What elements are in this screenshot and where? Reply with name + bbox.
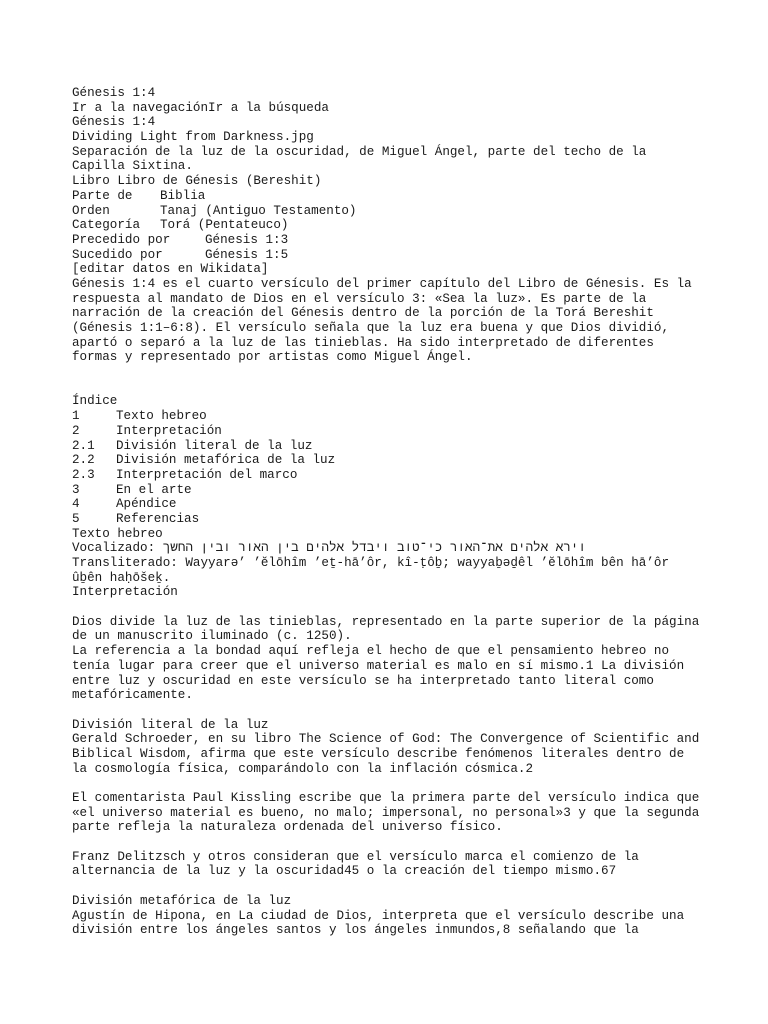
spacer	[72, 835, 712, 850]
intro-line: respuesta al mandato de Dios en el versículo 3: «Sea la luz». Es parte de la	[72, 291, 647, 306]
infobox-label: Precedido por	[72, 232, 171, 247]
page-title: Génesis 1:4	[72, 86, 156, 100]
skip-to-navigation-link[interactable]: Ir a la navegación	[72, 100, 209, 115]
infobox-value[interactable]: Torá (Pentateuco)	[160, 218, 289, 233]
intro-line: narración de la creación del Génesis dentro de la porción de la Torá Bereshit	[72, 306, 654, 321]
skip-links	[72, 101, 712, 116]
toc-item[interactable]: 2.1 División literal de la luz	[72, 438, 313, 453]
intro-line: (Génesis 1:1–6:8). El versículo señala que la luz era buena y que Dios dividió,	[72, 321, 670, 335]
section-heading-interpretation: Interpretación	[72, 585, 178, 600]
intro-line: apartó o separó a la luz de las tinieblas. Ha sido interpretado de diferentes	[72, 335, 654, 350]
paragraph-line: metafóricamente.	[72, 688, 193, 703]
vocalized-label: Vocalizado:	[72, 541, 163, 556]
paragraph-line: Franz Delitzsch y otros consideran que el versículo marca el comienzo de la	[72, 849, 639, 864]
infobox-caption-line: Separación de la luz de la oscuridad, de Miguel Ángel, parte del techo de la	[72, 144, 647, 159]
paragraph-line: tenía lugar para creer que el universo material es malo en sí mismo.1 La división	[72, 658, 685, 673]
toc-item[interactable]: 4 Apéndice	[72, 497, 177, 512]
infobox-title: Génesis 1:4	[72, 115, 156, 130]
paragraph-line: Gerald Schroeder, en su libro The Science of God: The Convergence of Scientific and	[72, 732, 700, 747]
spacer	[72, 600, 712, 615]
paragraph-line: la cosmología física, comparándolo con la inflación cósmica.2	[72, 761, 534, 776]
infobox-value[interactable]: Biblia	[160, 188, 206, 203]
toc-item[interactable]: 5 Referencias	[72, 511, 200, 526]
paragraph-line: El comentarista Paul Kissling escribe que la primera parte del versículo indica que	[72, 791, 700, 806]
hebrew-text: וירא אלהים את־האור כי־טוב ויבדל אלהים בין האור ובין החשך	[162, 541, 586, 556]
infobox-value[interactable]: Génesis 1:3	[205, 232, 289, 247]
infobox-row-category	[72, 218, 712, 233]
paragraph-line: Biblical Wisdom, afirma que este versículo describe fenómenos literales dentro de	[72, 746, 685, 761]
infobox-label: Parte de	[72, 188, 133, 203]
infobox-label: Sucedido por	[72, 247, 163, 262]
paragraph-line: alternancia de la luz y la oscuridad45 o la creación del tiempo mismo.67	[72, 864, 617, 879]
spacer	[72, 365, 712, 394]
toc-item[interactable]: 3 En el arte	[72, 482, 192, 497]
document-body	[72, 86, 712, 938]
paragraph-line: parte refleja la naturaleza ordenada del universo físico.	[72, 820, 503, 835]
image-caption-line: de un manuscrito iluminado (c. 1250).	[72, 629, 352, 644]
toc-item[interactable]: 2.2 División metafórica de la luz	[72, 453, 336, 468]
infobox-value[interactable]: Génesis 1:5	[205, 247, 289, 262]
spacer	[72, 879, 712, 894]
infobox-value[interactable]: Tanaj (Antiguo Testamento)	[160, 203, 357, 218]
edit-wikidata-link[interactable]: [editar datos en Wikidata]	[72, 262, 269, 277]
paragraph-line: La referencia a la bondad aquí refleja el hecho de que el pensamiento hebreo no	[72, 644, 670, 659]
spacer	[72, 776, 712, 791]
intro-line: formas y representado por artistas como Miguel Ángel.	[72, 350, 473, 365]
infobox-label: Categoría	[72, 218, 141, 233]
section-heading-metaphorical: División metafórica de la luz	[72, 893, 292, 908]
paragraph-line: división entre los ángeles santos y los ángeles inmundos,8 señalando que la	[72, 923, 639, 938]
infobox-row-order	[72, 204, 712, 219]
skip-to-search-link[interactable]: Ir a la búsqueda	[208, 100, 329, 115]
infobox-label: Orden	[72, 203, 110, 218]
toc-item[interactable]: 2.3 Interpretación del marco	[72, 467, 298, 482]
paragraph-line: «el universo material es bueno, no malo; impersonal, no personal»3 y que la segunda	[72, 805, 700, 820]
section-heading-literal: División literal de la luz	[72, 717, 269, 732]
transliteration-line: Transliterado: Wayyarə’ ’ĕlōhîm ’eṯ-hā’ôr, kî-ṭôḇ; wayyaḇəḏêl ’ĕlōhîm bên hā’ôr	[72, 556, 670, 571]
infobox-row-preceded	[72, 233, 712, 248]
infobox-book: Libro Libro de Génesis (Bereshit)	[72, 174, 322, 189]
paragraph-line: entre luz y oscuridad en este versículo se ha interpretado tanto literal como	[72, 673, 654, 688]
intro-line: Génesis 1:4 es el cuarto versículo del primer capítulo del Libro de Génesis. Es la	[72, 276, 692, 291]
section-heading-hebrew: Texto hebreo	[72, 526, 163, 541]
image-caption-line: Dios divide la luz de las tinieblas, representado en la parte superior de la página	[72, 614, 700, 629]
toc-item[interactable]: 1 Texto hebreo	[72, 409, 207, 424]
transliteration-line: ûḇên haḥōšeḵ.	[72, 570, 171, 585]
paragraph-line: Agustín de Hipona, en La ciudad de Dios, interpreta que el versículo describe una	[72, 908, 685, 923]
infobox-row-part-of	[72, 189, 712, 204]
toc-title: Índice	[72, 394, 118, 409]
infobox-image-name[interactable]: Dividing Light from Darkness.jpg	[72, 130, 314, 145]
hebrew-vocalized-row	[72, 541, 712, 556]
infobox-caption-line: Capilla Sixtina.	[72, 159, 193, 174]
infobox-row-followed	[72, 248, 712, 263]
toc-item[interactable]: 2 Interpretación	[72, 423, 222, 438]
spacer	[72, 703, 712, 718]
